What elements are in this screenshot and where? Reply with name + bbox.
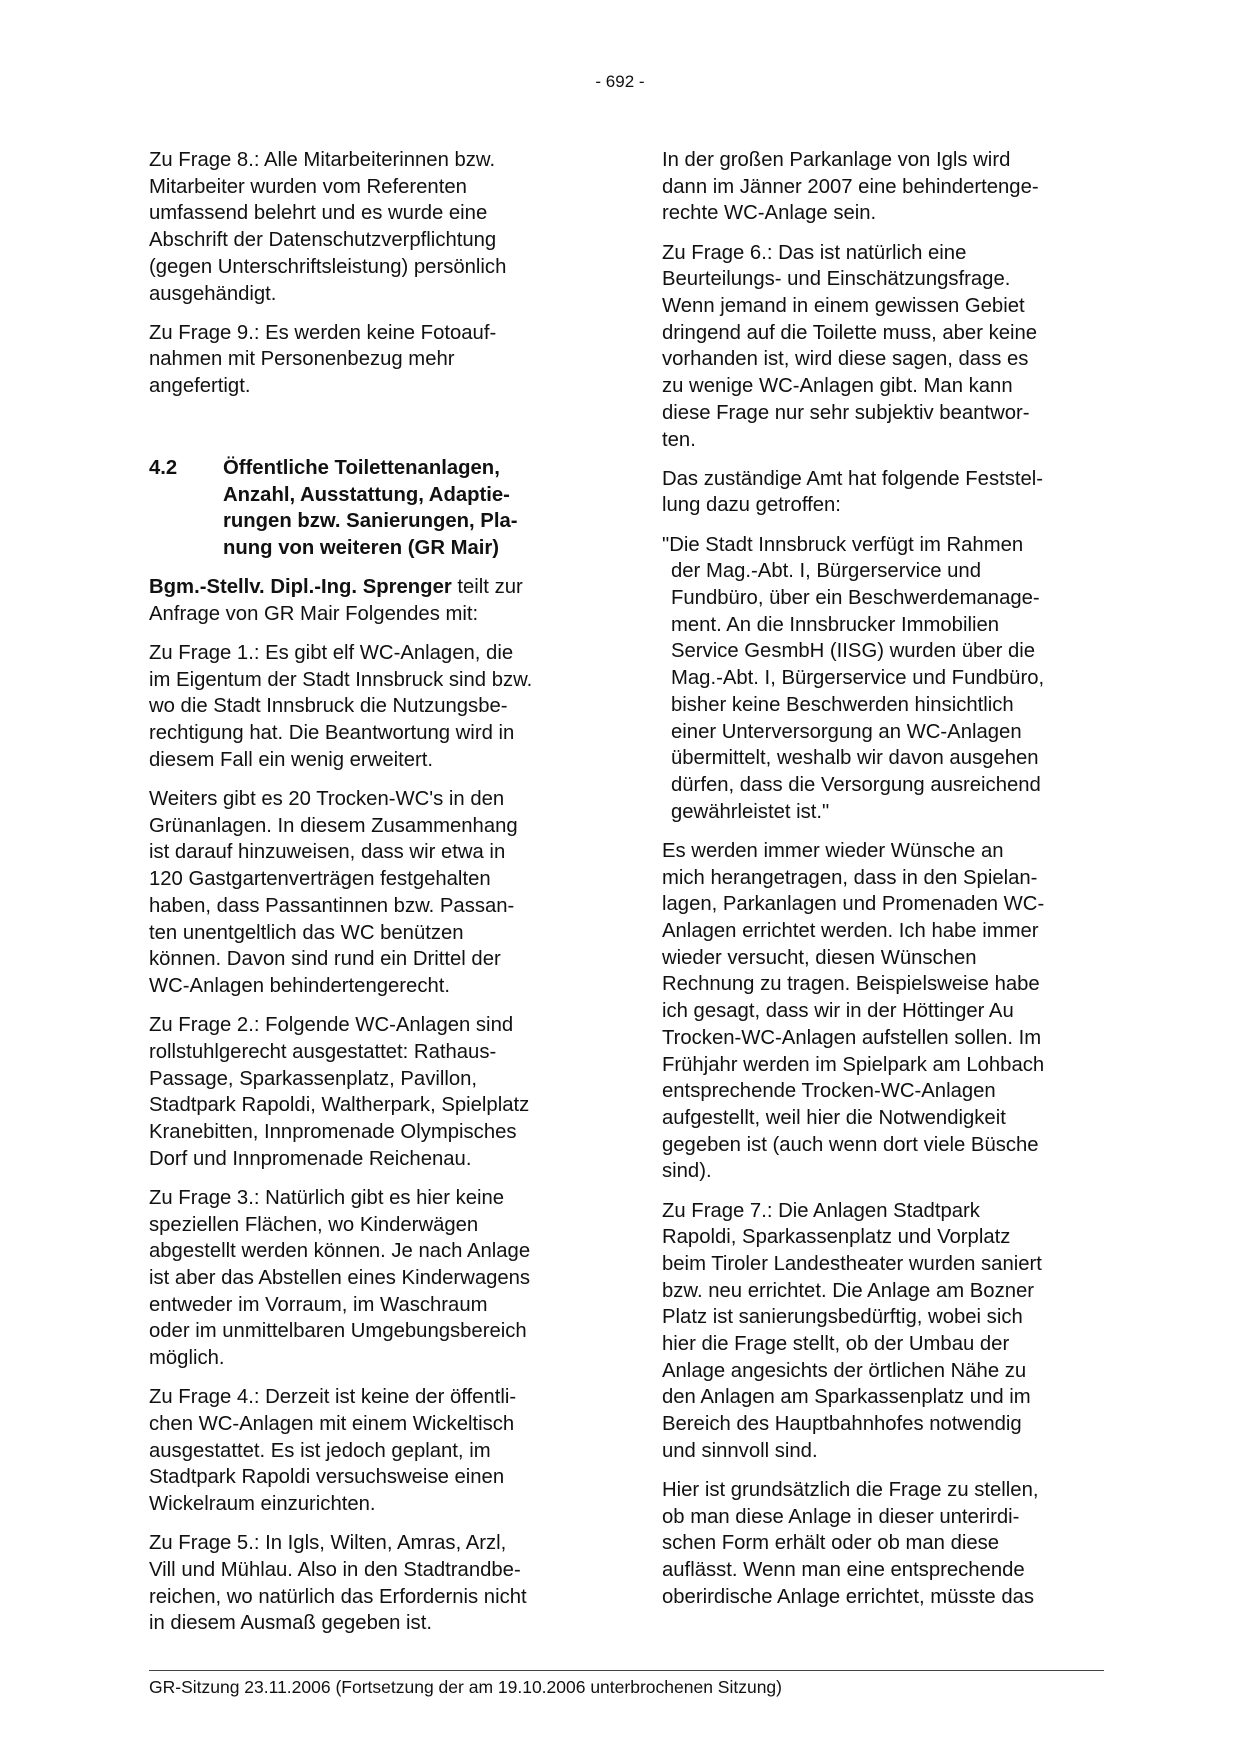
section-title (149, 455, 599, 562)
text-line: Zu Frage 2.: Folgende WC-Anlagen sind (149, 1014, 514, 1037)
text-line: der Mag.-Abt. I, Bürgerservice und (671, 560, 981, 583)
text-line: ausgehändigt. (149, 282, 277, 305)
text-line: reichen, wo natürlich das Erfordernis nicht (149, 1585, 527, 1608)
paragraph (149, 786, 599, 1000)
text-line: entsprechende Trocken-WC-Anlagen (662, 1080, 996, 1103)
text-line: ist darauf hinzuweisen, dass wir etwa in (149, 841, 506, 864)
page-number: - 692 - (595, 72, 645, 91)
text-line: wo die Stadt Innsbruck die Nutzungsbe- (149, 695, 508, 718)
text-line: Fundbüro, über ein Beschwerdemanage- (671, 587, 1040, 610)
text-line: lagen, Parkanlagen und Promenaden WC- (662, 893, 1045, 916)
text-line: Stadtpark Rapoldi versuchsweise einen (149, 1466, 505, 1489)
text-line: Frühjahr werden im Spielpark am Lohbach (662, 1053, 1045, 1076)
text-line: umfassend belehrt und es wurde eine (149, 202, 488, 225)
footer-text: GR-Sitzung 23.11.2006 (Fortsetzung der am 19.10.2006 unterbrochenen Sitzung) (149, 1677, 782, 1697)
text-line: Zu Frage 4.: Derzeit ist keine der öffentli- (149, 1386, 517, 1409)
text-line: Zu Frage 1.: Es gibt elf WC-Anlagen, die (149, 642, 514, 665)
text-line: Mitarbeiter wurden vom Referenten (149, 175, 467, 198)
text-line: aufgestellt, weil hier die Notwendigkeit (662, 1106, 1006, 1129)
text-line: Trocken-WC-Anlagen aufstellen sollen. Im (662, 1026, 1042, 1049)
text-line: möglich. (149, 1347, 225, 1370)
text-line: Es werden immer wieder Wünsche an (662, 839, 1004, 862)
section-heading (149, 455, 599, 562)
text-line: Zu Frage 8.: Alle Mitarbeiterinnen bzw. (149, 149, 496, 171)
left-column (149, 147, 599, 1650)
text-line: oberirdische Anlage errichtet, müsste das (662, 1585, 1035, 1608)
text-line: Das zuständige Amt hat folgende Feststel- (662, 467, 1044, 490)
text-line: Mag.-Abt. I, Bürgerservice und Fundbüro, (671, 667, 1045, 690)
text-line: Stadtpark Rapoldi, Waltherpark, Spielplatz (149, 1094, 530, 1117)
paragraph (149, 640, 599, 774)
text-line: Bereich des Hauptbahnhofes notwendig (662, 1413, 1022, 1436)
text-line: ist aber das Abstellen eines Kinderwagens (149, 1267, 531, 1290)
paragraph (149, 147, 599, 307)
text-line: Anzahl, Ausstattung, Adaptie- (223, 483, 510, 506)
text-line: Platz ist sanierungsbedürftig, wobei sich (662, 1306, 1023, 1329)
text-line: schen Form erhält oder ob man diese (662, 1532, 1000, 1555)
paragraph (662, 1198, 1108, 1465)
text-line: ob man diese Anlage in dieser unterirdi- (662, 1505, 1020, 1528)
text-line: WC-Anlagen behindertengerecht. (149, 974, 451, 997)
text-line: hier die Frage stellt, ob der Umbau der (662, 1333, 1010, 1356)
text-line: nung von weiteren (GR Mair) (223, 536, 500, 559)
text-line: in diesem Ausmaß gegeben ist. (149, 1612, 432, 1635)
text-line: bisher keine Beschwerden hinsichtlich (671, 693, 1014, 716)
text-line: gewährleistet ist." (671, 800, 830, 823)
paragraph (149, 320, 599, 400)
text-line: "Die Stadt Innsbruck verfügt im Rahmen (662, 533, 1024, 556)
text-line: zu wenige WC-Anlagen gibt. Man kann (662, 375, 1013, 398)
quote-block (662, 532, 1108, 826)
section-number: 4.2 (149, 456, 178, 479)
text-line: Zu Frage 5.: In Igls, Wilten, Amras, Arzl, (149, 1532, 507, 1555)
text-line: wieder versucht, diesen Wünschen (662, 946, 977, 969)
text-line: Zu Frage 9.: Es werden keine Fotoauf- (149, 321, 497, 344)
text-line: diesem Fall ein wenig erweitert. (149, 748, 434, 771)
text-line: entweder im Vorraum, im Waschraum (149, 1293, 488, 1316)
text-line: haben, dass Passantinnen bzw. Passan- (149, 894, 515, 917)
text-line: bzw. neu errichtet. Die Anlage am Bozner (662, 1279, 1035, 1302)
text-line: Dorf und Innpromenade Reichenau. (149, 1147, 472, 1170)
text-line: (gegen Unterschriftsleistung) persönlich (149, 255, 507, 278)
text-line: rungen bzw. Sanierungen, Pla- (223, 510, 518, 533)
text-line: dringend auf die Toilette muss, aber keine (662, 321, 1038, 344)
text-line: rechtigung hat. Die Beantwortung wird in (149, 722, 515, 745)
text-line: Kranebitten, Innpromenade Olympisches (149, 1121, 517, 1143)
text-line: ausgestattet. Es ist jedoch geplant, im (149, 1439, 491, 1462)
text-line: oder im unmittelbaren Umgebungsbereich (149, 1320, 527, 1343)
text-line: Anfrage von GR Mair Folgendes mit: (149, 602, 479, 625)
text-line: Anlagen errichtet werden. Ich habe immer (662, 919, 1039, 942)
text-line: Passage, Sparkassenplatz, Pavillon, (149, 1067, 478, 1090)
text-line: rollstuhlgerecht ausgestattet: Rathaus- (149, 1040, 497, 1063)
paragraph (662, 466, 1108, 519)
text-line: Beurteilungs- und Einschätzungsfrage. (662, 268, 1011, 291)
paragraph (662, 838, 1108, 1185)
text-line: Anlage angesichts der örtlichen Nähe zu (662, 1359, 1027, 1382)
text-line: Öffentliche Toilettenanlagen, (223, 456, 500, 479)
paragraph (149, 1185, 599, 1372)
text-line: den Anlagen am Sparkassenplatz und im (662, 1386, 1031, 1409)
paragraph (149, 1384, 599, 1518)
text-line: Zu Frage 6.: Das ist natürlich eine (662, 241, 967, 264)
text-line: diese Frage nur sehr subjektiv beantwor- (662, 401, 1030, 424)
text-line: übermittelt, weshalb wir davon ausgehen (671, 747, 1039, 770)
text-line: mich herangetragen, dass in den Spielan- (662, 866, 1038, 889)
text-line: Service GesmbH (IISG) wurden über die (671, 640, 1036, 663)
paragraph (149, 574, 599, 627)
text-line: Abschrift der Datenschutzverpflichtung (149, 229, 497, 252)
text-line: angefertigt. (149, 375, 251, 398)
text-line: Grünanlagen. In diesem Zusammenhang (149, 814, 518, 837)
text-line: und sinnvoll sind. (662, 1439, 818, 1462)
text-line: vorhanden ist, wird diese sagen, dass es (662, 348, 1029, 371)
text-line: dürfen, dass die Versorgung ausreichend (671, 773, 1041, 796)
text-line: beim Tiroler Landestheater wurden saniert (662, 1252, 1042, 1275)
paragraph (149, 1530, 599, 1637)
paragraph (662, 147, 1108, 227)
text-line: können. Davon sind rund ein Drittel der (149, 948, 501, 971)
footer-divider (149, 1670, 1104, 1671)
text-line: sind). (662, 1160, 712, 1183)
text-line: chen WC-Anlagen mit einem Wickeltisch (149, 1413, 515, 1436)
text-line: Hier ist grundsätzlich die Frage zu stellen, (662, 1479, 1039, 1502)
text-line: im Eigentum der Stadt Innsbruck sind bzw. (149, 668, 533, 691)
text-line: rechte WC-Anlage sein. (662, 202, 877, 225)
text-line: ment. An die Innsbrucker Immobilien (671, 613, 1000, 636)
paragraph (662, 240, 1108, 454)
text-line: gegeben ist (auch wenn dort viele Büsche (662, 1133, 1039, 1156)
text-line: Wenn jemand in einem gewissen Gebiet (662, 295, 1025, 318)
text-line: ten unentgeltlich das WC benützen (149, 921, 464, 944)
text-line: Weiters gibt es 20 Trocken-WC's in den (149, 788, 505, 811)
speaker-text: teilt zur (451, 576, 523, 599)
text-line: ten. (662, 428, 696, 451)
text-line: Rechnung zu tragen. Beispielsweise habe (662, 973, 1040, 996)
right-column (662, 147, 1108, 1623)
text-line: speziellen Flächen, wo Kinderwägen (149, 1213, 479, 1236)
text-line: dann im Jänner 2007 eine behindertenge- (662, 175, 1039, 198)
text-line: nahmen mit Personenbezug mehr (149, 348, 455, 371)
text-line: Wickelraum einzurichten. (149, 1493, 376, 1516)
text-line: In der großen Parkanlage von Igls wird (662, 149, 1011, 171)
speaker-name: Bgm.-Stellv. Dipl.-Ing. Sprenger (149, 576, 452, 599)
text-line: einer Unterversorgung an WC-Anlagen (671, 720, 1022, 743)
text-line: auflässt. Wenn man eine entsprechende (662, 1559, 1025, 1582)
text-line: Rapoldi, Sparkassenplatz und Vorplatz (662, 1226, 1011, 1249)
text-line: Vill und Mühlau. Also in den Stadtrandbe- (149, 1559, 521, 1582)
paragraph (662, 1477, 1108, 1611)
text-line: abgestellt werden können. Je nach Anlage (149, 1240, 531, 1263)
text-line: ich gesagt, dass wir in der Höttinger Au (662, 1000, 1014, 1023)
text-line: 120 Gastgartenverträgen festgehalten (149, 868, 491, 891)
text-line: lung dazu getroffen: (662, 494, 841, 517)
text-line: Zu Frage 7.: Die Anlagen Stadtpark (662, 1199, 980, 1222)
paragraph (149, 1012, 599, 1172)
text-line: Zu Frage 3.: Natürlich gibt es hier keine (149, 1186, 505, 1209)
